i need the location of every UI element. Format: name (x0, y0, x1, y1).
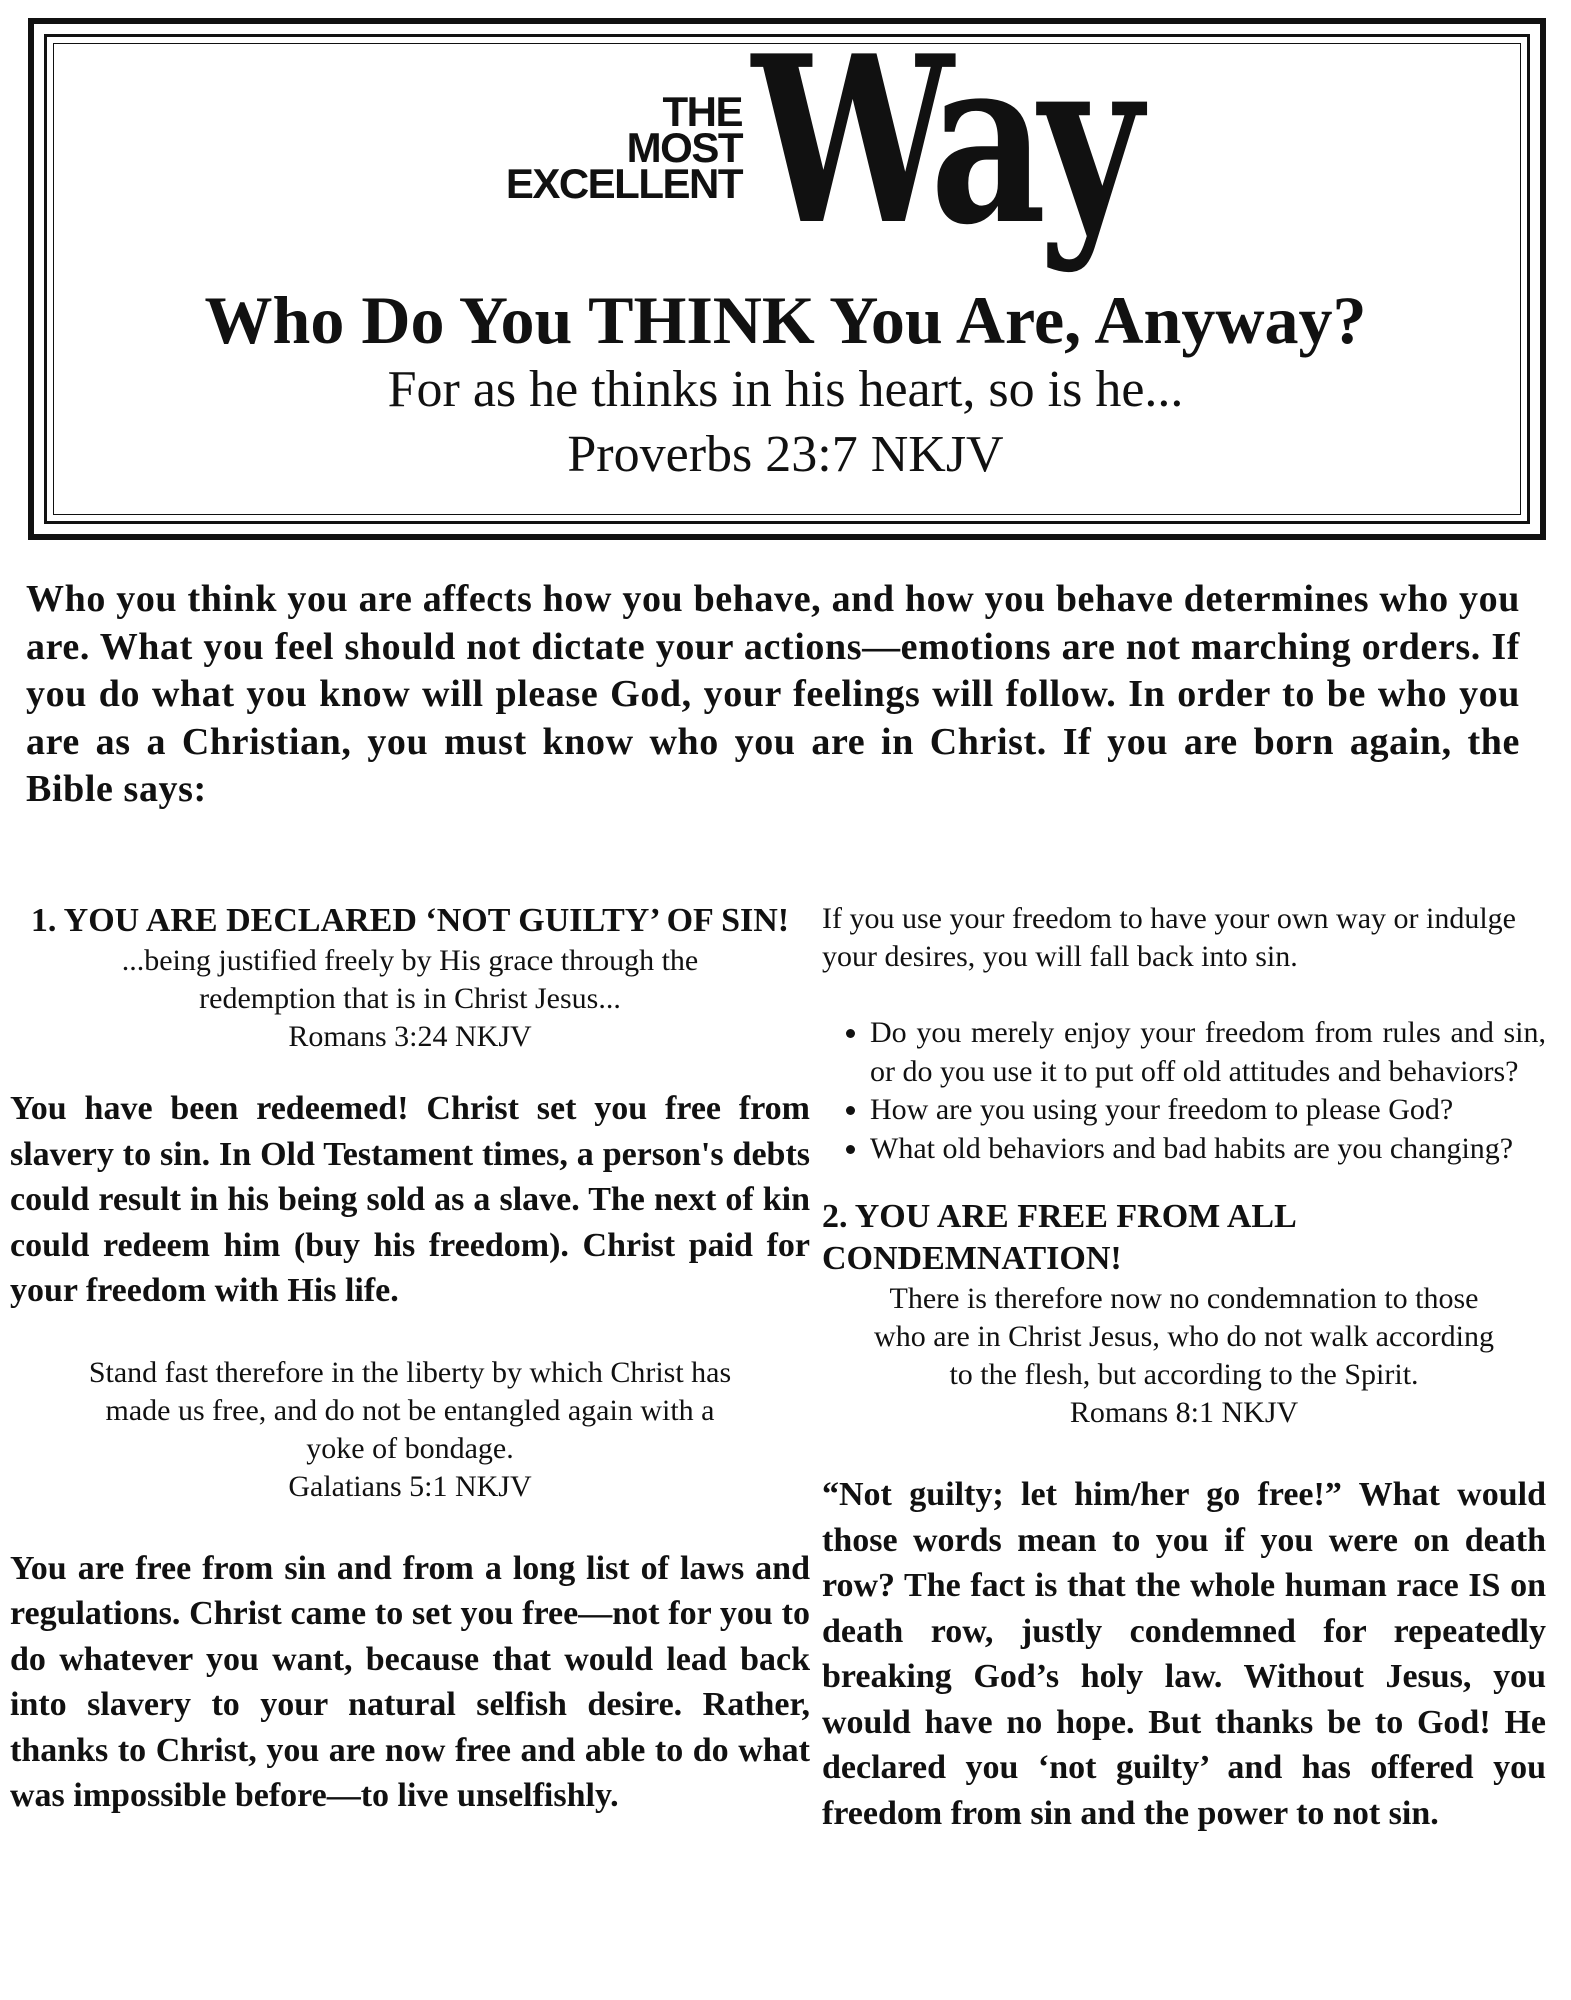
logo (484, 6, 1135, 276)
heading-line: CONDEMNATION! (822, 1240, 1122, 1277)
scripture-line: redemption that is in Christ Jesus... (199, 982, 621, 1015)
scripture-line: yoke of bondage. (306, 1431, 514, 1465)
left-column (10, 900, 810, 1819)
section1-paragraph1: You have been redeemed! Christ set you free from slavery to sin. In Old Testament times, a person's debts could result in his being sold as a slave. The next of kin could redeem him (buy his freedom). Christ paid for your freedom with His life. (10, 1090, 810, 1309)
scripture-line: made us free, and do not be entangled again with a (105, 1393, 715, 1427)
scripture-line: Stand fast therefore in the liberty by which Christ has (88, 1355, 732, 1389)
list-item: • How are you using your freedom to please God? (870, 1091, 1546, 1130)
heading-line: 2. YOU ARE FREE FROM ALL (822, 1198, 1297, 1235)
scripture-line: ...being justified freely by His grace through the (121, 944, 699, 977)
section2-heading (822, 1196, 1546, 1280)
logo-line-most: MOST (626, 124, 742, 171)
page-title: Who Do You THINK You Are, Anyway? (204, 282, 1367, 358)
section2-paragraph: “Not guilty; let him/her go free!” What would those words mean to you if you were on death row? The fact is that the whole human race IS on death row, justly condemned for repeatedly breaking God’s holy law. Without Jesus, you would have no hope. But thanks be to God! He declared you ‘not guilty’ and has offered you freedom from sin and the power to not sin. (822, 1476, 1546, 1832)
section1-scripture1 (10, 942, 810, 1056)
section2-scripture (822, 1280, 1546, 1432)
intro-paragraph: Who you think you are affects how you behave, and how you behave determines who you are. What you feel should not dictate your actions—emotions are not marching orders. If you do what you know will please God, your feelings will follow. In order to be who you are as a Christian, you must know who you are in Christ. If you are born again, the Bible says: (26, 578, 1520, 810)
scripture-ref: Romans 3:24 NKJV (288, 1020, 532, 1053)
section1-paragraph2: You are free from sin and from a long list of laws and regulations. Christ came to set you free—not for you to do whatever you want, because that would lead back into slavery to your natural selfish desire. Rather, thanks to Christ, you are now free and able to do what was impossible before—to live unselfishly. (10, 1549, 810, 1814)
section1-scripture2 (10, 1354, 810, 1506)
list-item: • What old behaviors and bad habits are you changing? (870, 1130, 1546, 1169)
logo-word-way: Way (752, 6, 1135, 276)
scripture-line: There is therefore now no condemnation to those (889, 1282, 1479, 1315)
scripture-line: to the flesh, but according to the Spirit. (949, 1358, 1419, 1391)
freedom-paragraph: If you use your freedom to have your own way or indulge your desires, you will fall back into sin. (822, 902, 1516, 973)
list-item: • Do you merely enjoy your freedom from rules and sin, or do you use it to put off old attitudes and behaviors? (870, 1014, 1546, 1091)
right-column (822, 900, 1546, 1836)
scripture-line: who are in Christ Jesus, who do not walk according (874, 1320, 1494, 1353)
logo-line-excellent: EXCELLENT (505, 160, 742, 207)
logo-line-the: THE (662, 88, 742, 135)
header-verse-ref: Proverbs 23:7 NKJV (567, 426, 1004, 483)
question-list (822, 1014, 1546, 1168)
header-verse-text: For as he thinks in his heart, so is he... (387, 361, 1184, 418)
scripture-ref: Romans 8:1 NKJV (1069, 1396, 1299, 1429)
logo-small-text (482, 88, 742, 207)
section1-heading: 1. YOU ARE DECLARED ‘NOT GUILTY’ OF SIN! (30, 902, 790, 939)
scripture-ref: Galatians 5:1 NKJV (288, 1469, 532, 1503)
